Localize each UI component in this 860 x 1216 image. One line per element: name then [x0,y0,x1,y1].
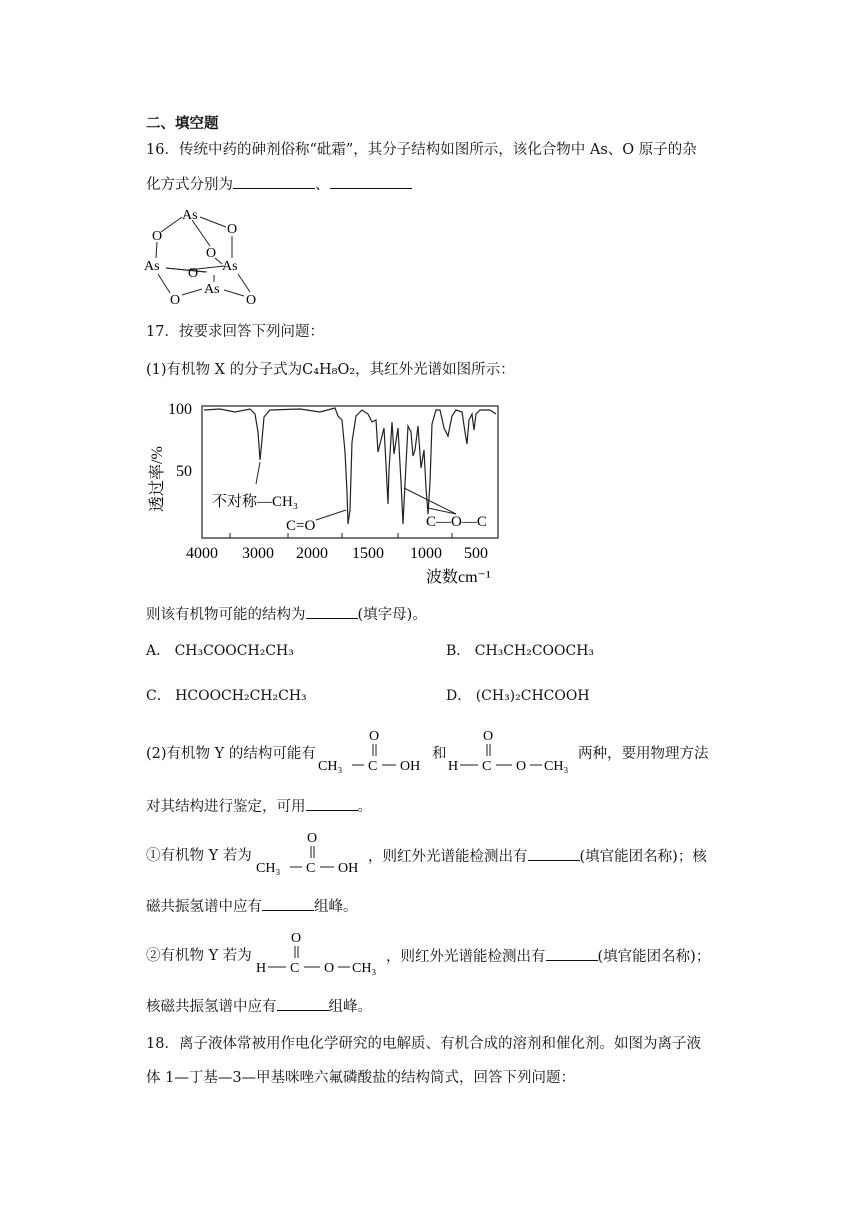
q17-part2-line2-suffix: 。 [357,799,372,815]
methyl-formate-structure [254,928,384,976]
q17-ask [146,604,427,625]
option-letter: A． [146,643,171,659]
atom-label: CH₃ [352,961,377,976]
sub1-tail: (填官能团名称)；核 [579,849,707,865]
atom-label: C [306,861,316,876]
sub1-suffix: ，则红外光谱能检测出有 [368,849,528,865]
q16-separator: 、 [315,177,330,193]
x-tick-label: 500 [464,545,488,562]
sub2-prefix: ②有机物 Y 若为 [146,948,252,964]
as-atom-label: As [204,282,220,297]
atom-label: H [448,759,459,774]
annotation-leader [316,510,346,520]
o-atom-label: O [206,246,217,261]
atom-label: CH₃ [256,861,281,876]
answer-blank[interactable] [277,996,329,1011]
x-axis-label: 波数cm⁻¹ [426,569,491,586]
option-d[interactable] [446,686,590,706]
o-atom-label: O [152,229,163,244]
option-a[interactable] [146,641,294,661]
atom-label: OH [400,759,421,774]
q17-part2-line2 [146,796,372,817]
sub1-line2-suffix: 组峰。 [314,899,358,915]
q16-text-line1: 16．传统中药的砷剂俗称“砒霜”，其分子结构如图所示，该化合物中 As、O 原子的杂 [146,142,697,158]
annotation-leader [256,462,260,484]
sub2-line2 [146,996,372,1017]
q18-line1: 18．离子液体常被用作电化学研究的电解质、有机合成的溶剂和催化剂。如图为离子液 [146,1036,701,1052]
x-tick-label: 4000 [186,545,218,562]
answer-blank[interactable] [233,174,315,189]
x-tick-label: 3000 [242,545,274,562]
q17-p1-suffix: ，其红外光谱如图所示： [355,362,515,378]
atom-label: C [290,961,300,976]
annotation-leader [404,488,456,514]
y-tick-label: 50 [176,463,192,480]
annotation-coc: C—O—C [426,514,487,530]
sub2-line2-prefix: 核磁共振氢谱中应有 [146,999,277,1015]
sub1-prefix: ①有机物 Y 若为 [146,848,252,864]
o-atom-label: O [227,222,238,237]
atom-label: O [369,729,380,744]
ir-spectrum-figure [140,392,530,592]
atom-label: O [516,759,527,774]
q17-ask-text: 则该有机物可能的结构为 [146,607,306,623]
q16-prefix: 化方式分别为 [146,177,233,193]
atom-label: OH [338,861,359,876]
q17-part2-prefix: (2)有机物 Y 的结构可能有 [146,746,316,762]
q17-part2-and: 和 [432,746,447,762]
atom-label: C [368,759,378,774]
sub1-rest [368,846,707,867]
sub1-line2 [146,896,358,917]
annotation-ch3: 不对称—CH₃ [212,494,299,510]
acetic-acid-structure [316,726,426,774]
as-atom-label: As [182,208,198,223]
atom-label: O [307,831,318,846]
q17-p1-prefix: (1)有机物 X 的分子式为 [146,362,303,378]
q18-line2: 体 1—丁基—3—甲基咪唑六氟磷酸盐的结构简式，回答下列问题： [146,1070,576,1086]
atom-label: CH₃ [318,759,343,774]
answer-blank[interactable] [262,896,314,911]
x-tick-label: 2000 [296,545,328,562]
sub2-rest [386,946,710,967]
q17-ask-suffix: (填字母)。 [357,607,427,623]
answer-blank[interactable] [306,796,358,811]
q17-intro: 17．按要求回答下列问题： [146,324,324,340]
o-atom-label: O [170,293,181,308]
acetic-acid-structure [254,828,366,876]
methyl-formate-structure [446,726,576,774]
answer-blank[interactable] [306,604,358,619]
section-heading: 二、填空题 [146,116,219,132]
atom-label: H [256,961,267,976]
atom-label: C [482,759,492,774]
x-tick-label: 1500 [352,545,384,562]
answer-blank[interactable] [330,174,412,189]
as4o6-structure-figure [140,200,270,310]
option-letter: C． [146,688,171,704]
atom-label: O [483,729,494,744]
sub2-line2-suffix: 组峰。 [328,999,372,1015]
x-tick-label: 1000 [410,545,442,562]
q17-part1 [146,360,515,380]
y-axis-label: 透过率/% [149,446,166,512]
atom-label: CH₃ [544,759,569,774]
atom-label: O [324,961,335,976]
q16-text-line2 [146,174,412,195]
q17-part2-suffix: 两种，要用物理方法 [578,746,709,762]
atom-label: O [291,931,302,946]
annotation-co: C=O [286,518,316,534]
option-text: (CH₃)₂CHCOOH [475,688,590,704]
option-b[interactable] [446,641,594,661]
option-text: HCOOCH₂CH₂CH₃ [175,688,307,704]
o-atom-label: O [188,266,199,281]
formula-x: C₄H₈O₂ [302,362,356,378]
option-c[interactable] [146,686,307,706]
as-atom-label: As [144,259,160,274]
o-atom-label: O [246,293,257,308]
option-text: CH₃COOCH₂CH₃ [174,643,294,659]
option-letter: B． [446,643,471,659]
answer-blank[interactable] [546,946,598,961]
as-atom-label: As [222,259,238,274]
y-tick-label: 100 [168,401,192,418]
option-letter: D． [446,688,472,704]
sub1-line2-prefix: 磁共振氢谱中应有 [146,899,262,915]
sub2-suffix: ，则红外光谱能检测出有 [386,949,546,965]
answer-blank[interactable] [528,846,580,861]
sub2-tail: (填官能团名称)； [597,949,711,965]
option-text: CH₃CH₂COOCH₃ [474,643,595,659]
q17-part2-line2-prefix: 对其结构进行鉴定，可用 [146,799,306,815]
